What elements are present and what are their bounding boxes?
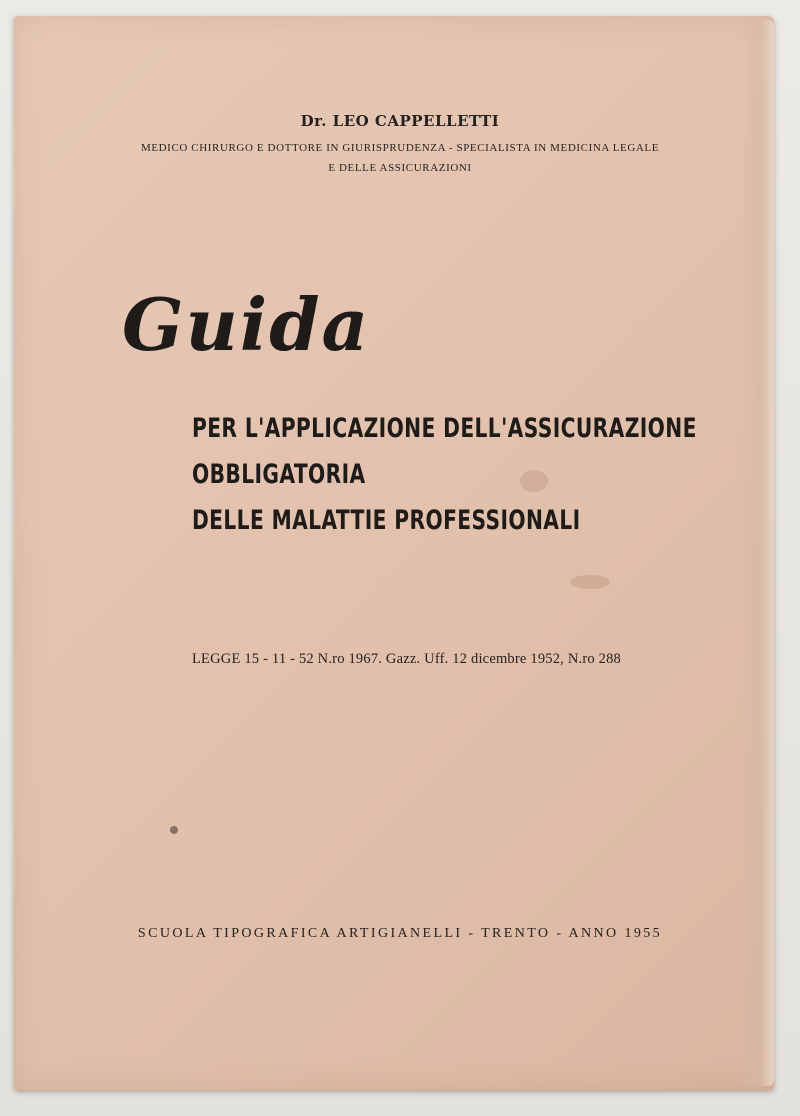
subtitle-line: DELLE MALATTIE PROFESSIONALI xyxy=(192,505,581,536)
author-name: Dr. LEO CAPPELLETTI xyxy=(300,112,500,130)
law-reference: LEGGE 15 - 11 - 52 N.ro 1967. Gazz. Uff. 12 dicembre 1952, N.ro 288 xyxy=(192,651,621,667)
paper-stain xyxy=(570,575,610,589)
credentials-line: E DELLE ASSICURAZIONI xyxy=(328,162,472,174)
subtitle-line: PER L'APPLICAZIONE DELL'ASSICURAZIONE xyxy=(192,413,697,444)
book-title: Guida xyxy=(122,282,371,367)
subtitle-line: OBBLIGATORIA xyxy=(192,459,366,490)
publisher-line: SCUOLA TIPOGRAFICA ARTIGIANELLI - TRENTO - ANNO 1955 xyxy=(137,926,663,941)
book-subtitle xyxy=(192,406,697,544)
paper-stain xyxy=(170,826,178,834)
credentials-line: MEDICO CHIRURGO E DOTTORE IN GIURISPRUDENZA - SPECIALISTA IN MEDICINA LEGALE xyxy=(140,142,660,154)
author-credentials xyxy=(0,138,800,178)
